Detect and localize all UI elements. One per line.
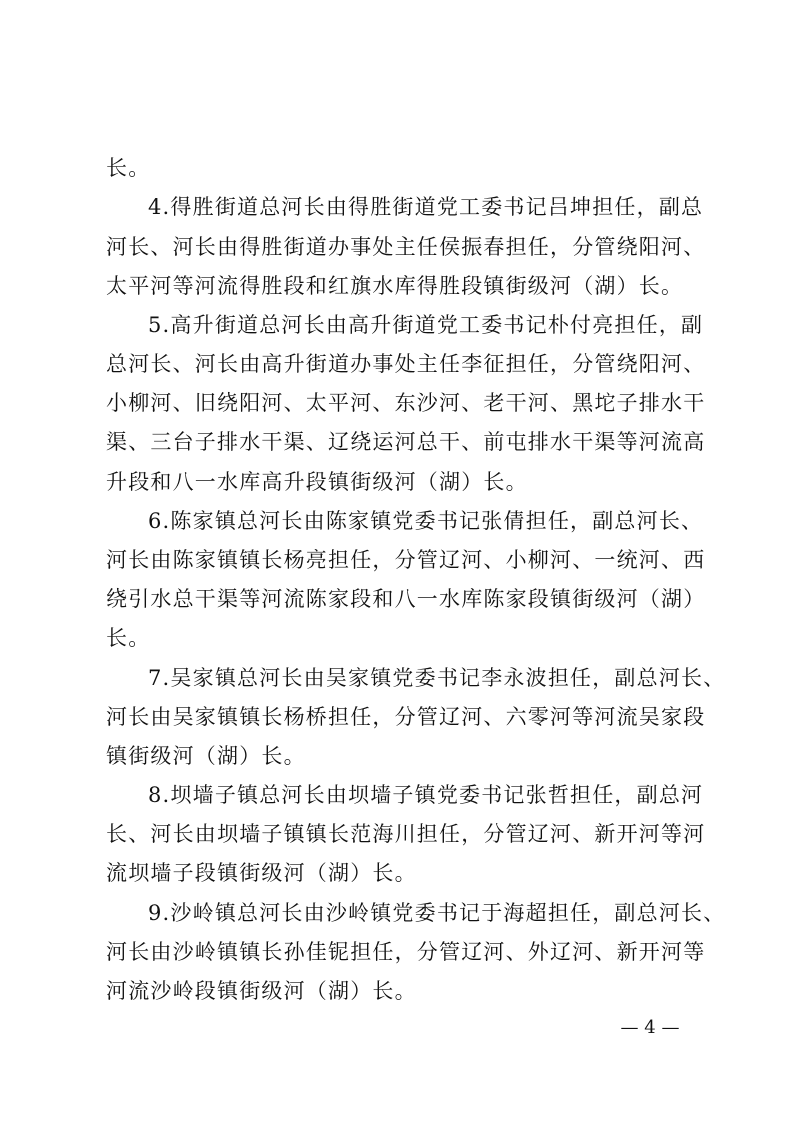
paragraph-line: 河长、河长由得胜街道办事处主任侯振春担任，分管绕阳河、 [106, 235, 706, 259]
paragraph-line: 8.坝墙子镇总河长由坝墙子镇党委书记张哲担任，副总河 [148, 783, 704, 807]
page-number: — 4 — [620, 1017, 680, 1038]
paragraph-line: 4.得胜街道总河长由得胜街道党工委书记吕坤担任，副总 [148, 195, 704, 219]
paragraph-line: 绕引水总干渠等河流陈家段和八一水库陈家段镇街级河（湖） [106, 587, 706, 611]
paragraph-line: 河流沙岭段镇街级河（湖）长。 [106, 979, 417, 1003]
paragraph-line: 5.高升街道总河长由高升街道党工委书记朴付亮担任，副 [148, 313, 704, 337]
paragraph-line: 河长由沙岭镇镇长孙佳铌担任，分管辽河、外辽河、新开河等 [106, 940, 706, 964]
paragraph-line: 太平河等河流得胜段和红旗水库得胜段镇街级河（湖）长。 [106, 274, 684, 298]
paragraph-line: 7.吴家镇总河长由吴家镇党委书记李永波担任，副总河长、 [148, 666, 726, 690]
paragraph-line: 9.沙岭镇总河长由沙岭镇党委书记于海超担任，副总河长、 [148, 901, 726, 925]
paragraph-line: 长。 [106, 626, 151, 650]
paragraph-line: 镇街级河（湖）长。 [106, 744, 306, 768]
paragraph-line: 长、河长由坝墙子镇镇长范海川担任，分管辽河、新开河等河 [106, 822, 706, 846]
paragraph-line: 流坝墙子段镇街级河（湖）长。 [106, 861, 417, 885]
paragraph-line: 长。 [106, 156, 151, 180]
paragraph-line: 总河长、河长由高升街道办事处主任李征担任，分管绕阳河、 [106, 352, 706, 376]
paragraph-line: 河长由吴家镇镇长杨桥担任，分管辽河、六零河等河流吴家段 [106, 705, 706, 729]
paragraph-line: 6.陈家镇总河长由陈家镇党委书记张倩担任，副总河长、 [148, 509, 704, 533]
paragraph-line: 升段和八一水库高升段镇街级河（湖）长。 [106, 470, 528, 494]
paragraph-line: 河长由陈家镇镇长杨亮担任，分管辽河、小柳河、一统河、西 [106, 548, 706, 572]
paragraph-line: 小柳河、旧绕阳河、太平河、东沙河、老干河、黑坨子排水干 [106, 391, 706, 415]
paragraph-line: 渠、三台子排水干渠、辽绕运河总干、前屯排水干渠等河流高 [106, 430, 706, 454]
